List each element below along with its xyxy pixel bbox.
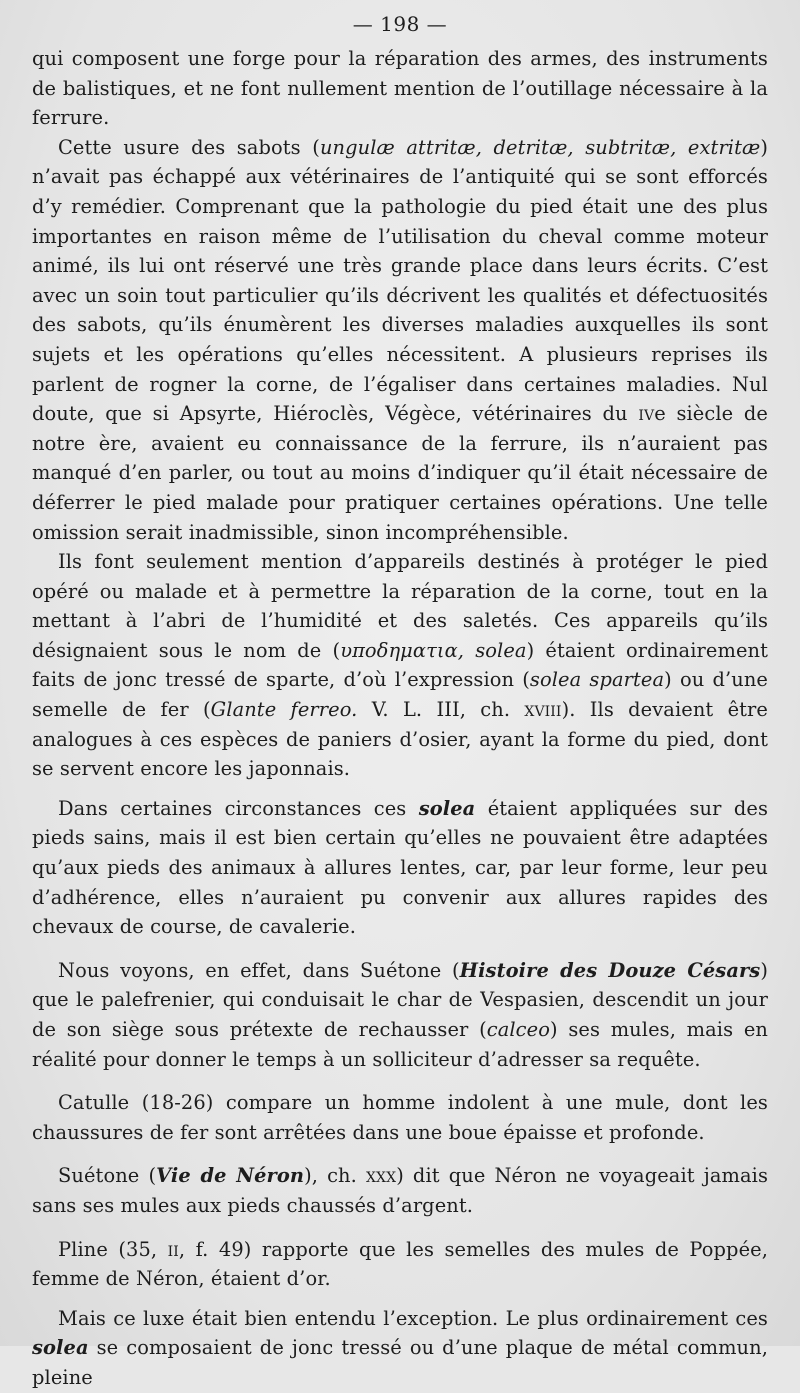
paragraph-6 xyxy=(32,1161,768,1220)
text-segment: ) n’avait pas échappé aux vétérinaires de l’antiquité qui se sont efforcés d’y remédier. Comprenant que la pathologie du pied était une des plus importantes en raison même de l’utilisation du cheval comme moteur animé, ils lui ont réservé une très grande place dans leurs écrits. C’est avec un soin tout particulier qu’ils décrivent les qualités et défectuosités des sabots, qu’ils énumèrent les diverses maladies auxquelles ils sont sujets et les opérations qu’elles nécessitent. A plusieurs reprises ils parlent de rogner la corne, de l’égaliser dans certaines maladies. Nul doute, que si Apsyrte, Hiéroclès, Végèce, vétérinaires du xyxy=(32,135,768,426)
paragraph-7 xyxy=(32,1235,768,1294)
text-segment: qui composent une forge pour la réparation des armes, des instruments de balistiques, et ne font nullement mention de l’outillage nécessaire à la ferrure. xyxy=(32,47,768,130)
text-segment: Suétone ( xyxy=(58,1164,157,1188)
text-segment: ungulæ attritæ, detritæ, subtritæ, extritæ xyxy=(319,135,761,159)
text-segment: V. L. III, ch. xyxy=(357,698,525,722)
text-segment: iv xyxy=(638,402,655,426)
text-segment: se composaient de jonc tressé ou d’une plaque de métal commun, pleine xyxy=(32,1336,768,1389)
text-segment: étaient appliquées sur des pieds sains, mais il est bien certain qu’elles ne pouvaient être adaptées qu’aux pieds des animaux à allures lentes, car, par leur forme, leur peu d’adhérence, elles n’auraient pu convenir aux allures rapides des chevaux de course, de cavalerie. xyxy=(32,796,769,939)
text-segment: Mais ce luxe était bien entendu l’exception. Le plus ordinairement ces xyxy=(58,1306,768,1330)
text-segment: xviii xyxy=(524,698,562,722)
text-segment: solea xyxy=(418,796,476,820)
text-segment: Nous voyons, en effet, dans Suétone ( xyxy=(58,958,460,982)
text-segment: solea spartea xyxy=(529,668,665,692)
text-segment: ) étaient ordinairement faits de jonc tressé de sparte, d’où l’expression ( xyxy=(32,638,768,692)
text-segment: Pline (35, xyxy=(58,1237,168,1261)
paragraph-1 xyxy=(32,133,768,547)
body-text xyxy=(32,44,768,1393)
text-segment: ) dit que Néron ne voyageait jamais sans ses mules aux pieds chaussés d’argent. xyxy=(32,1164,768,1217)
text-segment: ii xyxy=(167,1237,179,1261)
text-segment: solea xyxy=(32,1336,89,1360)
text-segment: Catulle (18-26) compare un homme indolent à une mule, dont les chaussures de fer sont arrêtées dans une boue épaisse et profonde. xyxy=(32,1091,768,1144)
paragraph-5 xyxy=(32,1088,768,1147)
paragraph-2 xyxy=(32,547,768,784)
text-segment: e siècle de notre ère, avaient eu connaissance de la ferrure, ils n’auraient pas manqué d’en parler, ou tout au moins d’indiquer qu’il était nécessaire de déferrer le pied malade pour pratiquer certaines opérations. Une telle omission serait inadmissible, sinon incompréhensible. xyxy=(32,402,768,544)
text-segment: Glante ferreo. xyxy=(210,698,358,722)
paragraph-4 xyxy=(32,956,768,1074)
text-segment: υποδηματια, solea xyxy=(340,638,527,662)
text-segment: ) ou d’une semelle de fer ( xyxy=(32,668,768,722)
text-segment: ). Ils devaient être analogues à ces espèces de paniers d’osier, ayant la forme du pied, dont se servent encore les japonnais. xyxy=(32,698,769,781)
text-segment: Vie de Néron xyxy=(156,1164,305,1188)
page-number: — 198 — xyxy=(352,12,448,36)
text-segment: xxx xyxy=(365,1164,397,1188)
text-segment: Cette usure des sabots ( xyxy=(58,135,320,159)
paragraph-0 xyxy=(32,44,768,133)
text-segment: Dans certaines circonstances ces xyxy=(58,796,419,820)
text-segment: Ils font seulement mention d’appareils destinés à protéger le pied opéré ou malade et à permettre la réparation de la corne, tout en la mettant à l’abri de l’humidité et des saletés. Ces appareils qu’ils désignaient sous le nom de ( xyxy=(32,550,768,662)
text-segment: ) que le palefrenier, qui conduisait le char de Vespasien, descendit un jour de son siège sous prétexte de rechausser ( xyxy=(32,958,768,1041)
text-segment: calceo xyxy=(486,1018,550,1041)
text-segment: Histoire des Douze Césars xyxy=(459,958,761,982)
text-segment: ), ch. xyxy=(304,1164,366,1188)
text-segment: ) ses mules, mais en réalité pour donner le temps à un solliciteur d’adresser sa requête. xyxy=(32,1018,768,1071)
paragraph-8 xyxy=(32,1304,768,1393)
paragraph-3 xyxy=(32,794,768,942)
text-segment: , f. 49) rapporte que les semelles des mules de Poppée, femme de Néron, étaient d’or. xyxy=(32,1237,768,1291)
